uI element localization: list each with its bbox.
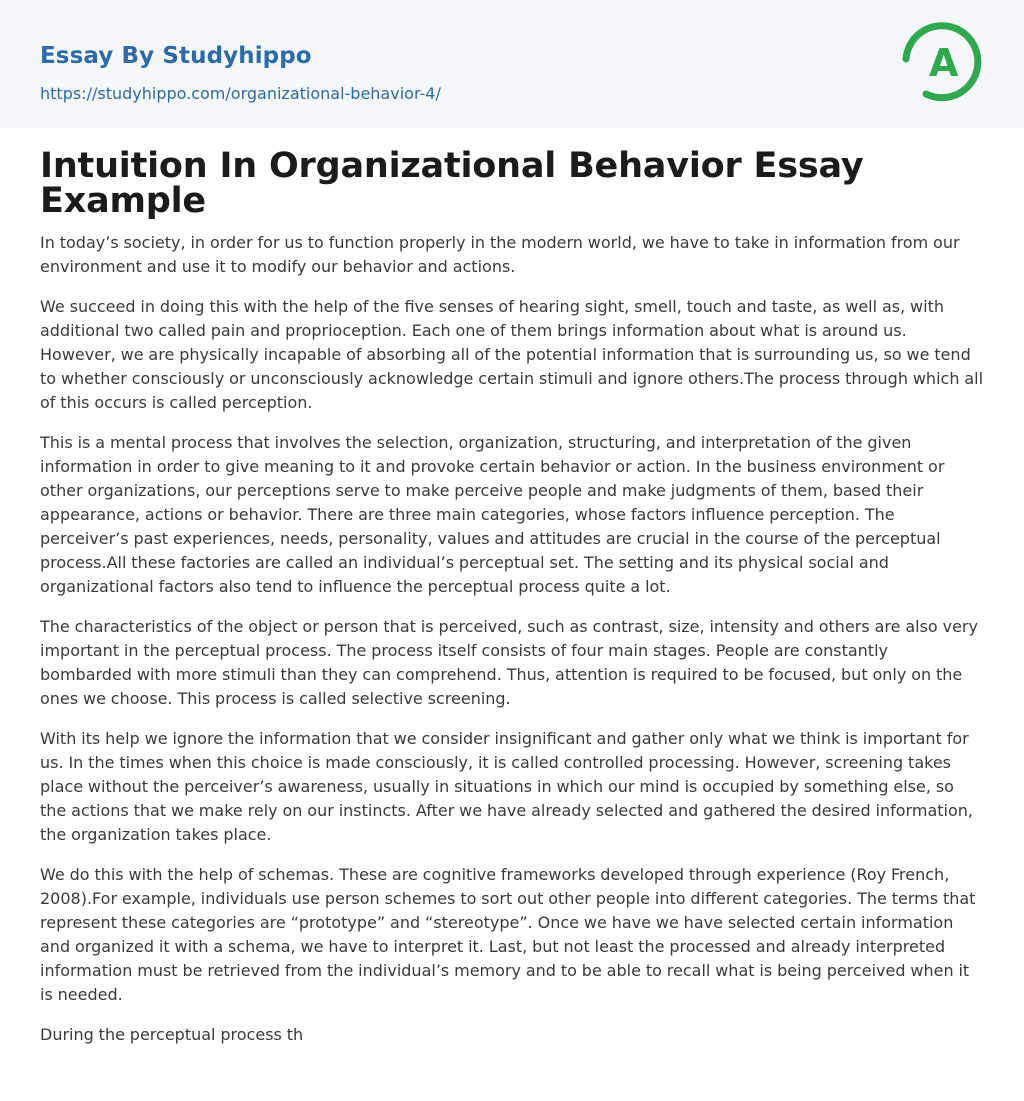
site-header [0, 0, 1024, 128]
article [0, 146, 1024, 1047]
paragraph-7: During the perceptual process th [40, 1025, 304, 1044]
paragraph-4: The characteristics of the object or person that is perceived, such as contrast, size, intensity and others are also very important in the perceptual process. The process itself consists of four main stages. People are constantly bombarded with more stimuli than they can comprehend. Thus, attention is required to be focused, but only on the ones we choose. This process is called selective screening. [40, 617, 978, 708]
paragraph-2: We succeed in doing this with the help of the five senses of hearing sight, smell, touch and taste, as well as, with additional two called pain and proprioception. Each one of them brings information about what is around us. However, we are physically incapable of absorbing all of the potential information that is surrounding us, so we tend to whether consciously or unconsciously acknowledge certain stimuli and ignore others.The process through which all of this occurs is called perception. [40, 297, 984, 412]
source-url-link[interactable]: https://studyhippo.com/organizational-behavior-4/ [40, 84, 441, 103]
brand-title[interactable]: Essay By Studyhippo [40, 43, 312, 69]
logo-letter: A [929, 41, 959, 85]
paragraph-6: We do this with the help of schemas. These are cognitive frameworks developed through experience (Roy French, 2008).For example, individuals use person schemes to sort out other people into different categories. The terms that represent these categories are “prototype” and “stereotype”. Once we have we have selected certain information and organized it with a schema, we have to interpret it. Last, but not least the processed and already interpreted information must be retrieved from the individual’s memory and to be able to recall what is being perceived when it is needed. [40, 865, 976, 1004]
paragraph-1: In today’s society, in order for us to function properly in the modern world, we have to take in information from our environment and use it to modify our behavior and actions. [40, 233, 960, 276]
studyhippo-logo-icon[interactable] [899, 19, 985, 105]
paragraph-3: This is a mental process that involves the selection, organization, structuring, and interpretation of the given information in order to give meaning to it and provoke certain behavior or action. In the business environment or other organizations, our perceptions serve to make perceive people and make judgments of them, based their appearance, actions or behavior. There are three main categories, whose factors influence perception. The perceiver’s past experiences, needs, personality, values and attitudes are crucial in the course of the perceptual process.All these factories are called an individual’s perceptual set. The setting and its physical social and organizational factors also tend to influence the perceptual process quite a lot. [40, 433, 945, 596]
paragraph-5: With its help we ignore the information that we consider insignificant and gather only what we think is important for us. In the times when this choice is made consciously, it is called controlled processing. However, screening takes place without the perceiver’s awareness, usually in situations in which our mind is occupied by something else, so the actions that we make rely on our instincts. After we have already selected and gathered the desired information, the organization takes place. [40, 729, 973, 844]
page-title: Intuition In Organizational Behavior Essay Example [40, 146, 864, 221]
